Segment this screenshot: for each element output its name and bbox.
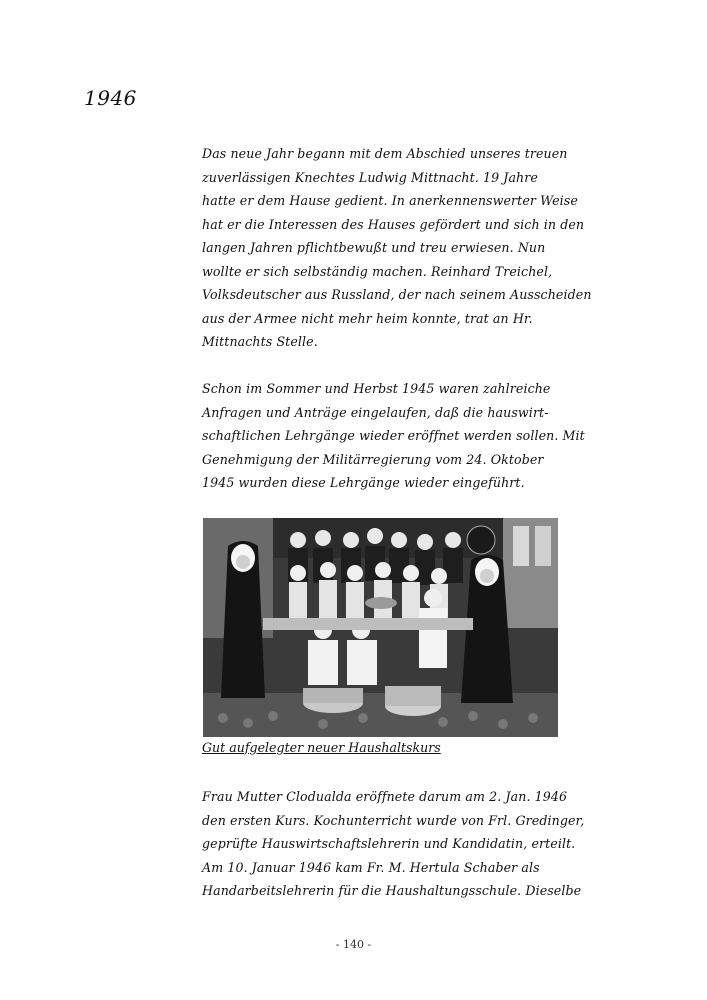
text-line: Am 10. Januar 1946 kam Fr. M. Hertula Schaber als: [202, 859, 540, 875]
text-line: Volksdeutscher aus Russland, der nach seinem Ausscheiden: [202, 287, 592, 302]
page-number: - 140 -: [335, 938, 372, 951]
photo-caption: Gut aufgelegter neuer Haushaltskurs: [202, 740, 441, 755]
text-line: schaftlichen Lehrgänge wieder eröffnet werden sollen. Mit: [202, 428, 585, 443]
photo-illustration: [203, 518, 558, 737]
paragraph-2: [202, 377, 632, 495]
text-line: Mittnachts Stelle.: [202, 334, 318, 349]
text-line: den ersten Kurs. Kochunterricht wurde von Frl. Gredinger,: [202, 812, 585, 828]
text-line: hat er die Interessen des Hauses gefördert und sich in den: [202, 216, 585, 232]
text-line: Anfragen und Anträge eingelaufen, daß die hauswirt-: [202, 404, 549, 420]
text-line: wollte er sich selbständig machen. Reinhard Treichel,: [202, 263, 553, 279]
text-line: langen Jahren pflichtbewußt und treu erwiesen. Nun: [202, 240, 546, 255]
group-photo: [203, 518, 558, 737]
text-line: geprüfte Hauswirtschaftslehrerin und Kandidatin, erteilt.: [202, 836, 576, 851]
text-line: aus der Armee nicht mehr heim konnte, trat an Hr.: [202, 310, 533, 326]
paragraph-3: [202, 785, 632, 903]
text-line: Handarbeitslehrerin für die Haushaltungsschule. Dieselbe: [202, 883, 582, 898]
text-line: zuverlässigen Knechtes Ludwig Mittnacht. 19 Jahre: [202, 169, 538, 185]
text-line: Das neue Jahr begann mit dem Abschied unseres treuen: [202, 146, 568, 161]
text-line: hatte er dem Hause gedient. In anerkennenswerter Weise: [202, 193, 578, 208]
text-line: Genehmigung der Militärregierung vom 24. Oktober: [202, 451, 544, 467]
year-heading: 1946: [84, 86, 137, 110]
text-line: Schon im Sommer und Herbst 1945 waren zahlreiche: [202, 381, 551, 396]
text-line: Frau Mutter Clodualda eröffnete darum am 2. Jan. 1946: [202, 789, 568, 804]
text-line: 1945 wurden diese Lehrgänge wieder eingeführt.: [202, 475, 525, 490]
paragraph-1: [202, 142, 632, 354]
